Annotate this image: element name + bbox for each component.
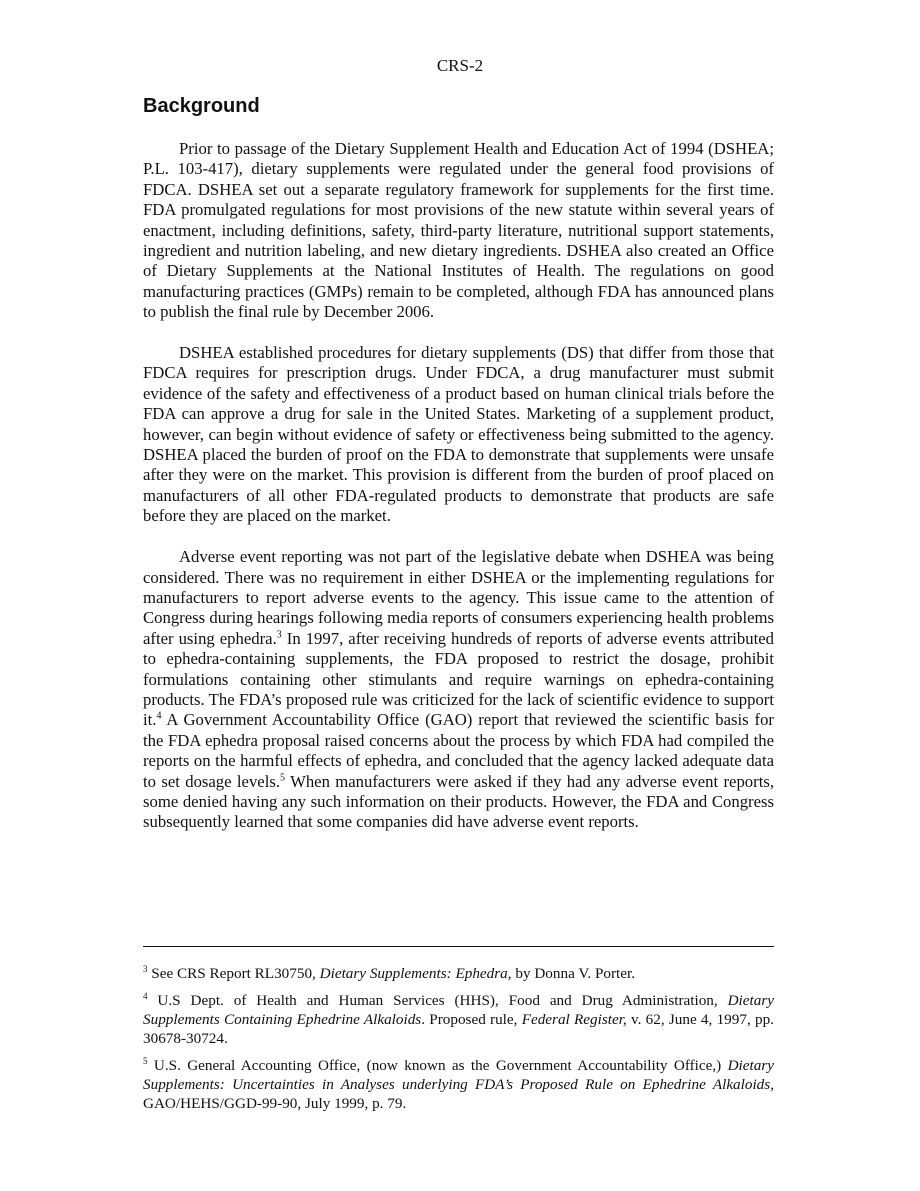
footnote-reference: 5 [280, 772, 286, 783]
footnote-number: 4 [143, 990, 148, 1001]
text-run: , by Donna V. Porter. [507, 965, 636, 982]
text-run: GAO/HEHS/GGD-99-90, July 1999, p. 79. [143, 1095, 407, 1112]
italic-title: Dietary Supplements Containing Ephedrine Alkaloids [143, 992, 774, 1028]
text-run: v. 62, June 4, 1997, pp. 30678-30724. [143, 1011, 774, 1047]
footnote [143, 991, 774, 1048]
text-run: U.S Dept. of Health and Human Services (HHS), Food and Drug Administration, [147, 992, 728, 1009]
section-heading: Background [143, 95, 260, 117]
text-run: A Government Accountability Office (GAO) report that reviewed the scientific basis for the FDA ephedra proposal raised concerns about the process by which FDA had compiled the reports on the harmful effects of ephedra, and concluded that the agency lacked adequate data to set dosage levels. [143, 710, 774, 791]
body-paragraph [143, 139, 774, 323]
footnote-divider [143, 946, 774, 947]
footnotes [143, 964, 774, 1121]
footnote [143, 1056, 774, 1113]
footnote-reference: 3 [276, 629, 282, 641]
footnote-number: 5 [143, 1055, 148, 1066]
text-run: In 1997, after receiving hundreds of reports of adverse events attributed to ephedra-containing supplements, the FDA proposed to restrict the dosage, prohibit formulations containing other stimulants and require warnings on ephedra-containing products. The FDA’s proposed rule was criticized for the lack of scientific evidence to support it. [143, 628, 774, 730]
footnote-reference: 4 [156, 710, 162, 722]
body-paragraph [143, 343, 774, 527]
text-run: See CRS Report RL30750, [147, 965, 320, 982]
text-run: DSHEA established procedures for dietary supplements (DS) that differ from those that FDCA requires for prescription drugs. Under FDCA, a drug manufacturer must submit evidence of the safety and effectiveness of a product based on human clinical trials before the FDA can approve a drug for sale in the United States. Marketing of a supplement product, however, can begin without evidence of safety or effectiveness being submitted to the agency. DSHEA placed the burden of proof on the FDA to demonstrate that supplements were unsafe after they were on the market. This provision is different from the burden of proof placed on manufacturers of all other FDA-regulated products to demonstrate that products are safe before they are placed on the market. [143, 343, 774, 526]
text-run: Prior to passage of the Dietary Supplement Health and Education Act of 1994 (DSHEA; P.L. 103-417), dietary supplements were regulated under the general food provisions of FDCA. DSHEA set out a separate regulatory framework for supplements for the first time. FDA promulgated regulations for most provisions of the new statute within several years of enactment, including definitions, safety, third-party literature, nutritional support statements, ingredient and nutrition labeling, and new dietary ingredients. DSHEA also created an Office of Dietary Supplements at the National Institutes of Health. The regulations on good manufacturing practices (GMPs) remain to be completed, although FDA has announced plans to publish the final rule by December 2006. [143, 139, 774, 322]
text-run: . Proposed rule, [421, 1011, 522, 1028]
footnote-number: 3 [143, 963, 148, 974]
page-number-header: CRS-2 [436, 56, 484, 75]
italic-title: Dietary Supplements: Uncertainties in Analyses underlying FDA’s Proposed Rule on Ephedrine Alkaloids, [143, 1057, 774, 1093]
footnote [143, 964, 774, 983]
body-text [143, 139, 774, 853]
text-run: When manufacturers were asked if they had any adverse event reports, some denied having any such information on their products. However, the FDA and Congress subsequently learned that some companies did have adverse event reports. [143, 771, 775, 832]
italic-title: Dietary Supplements: Ephedra [319, 965, 508, 982]
text-run: U.S. General Accounting Office, (now known as the Government Accountability Office,) [147, 1057, 728, 1074]
text-run: Adverse event reporting was not part of the legislative debate when DSHEA was being considered. There was no requirement in either DSHEA or the implementing regulations for manufacturers to report adverse events to the agency. This issue came to the attention of Congress during hearings following media reports of consumers experiencing health problems after using ephedra. [143, 547, 774, 648]
body-paragraph [143, 547, 774, 833]
italic-title: Federal Register, [521, 1011, 627, 1028]
